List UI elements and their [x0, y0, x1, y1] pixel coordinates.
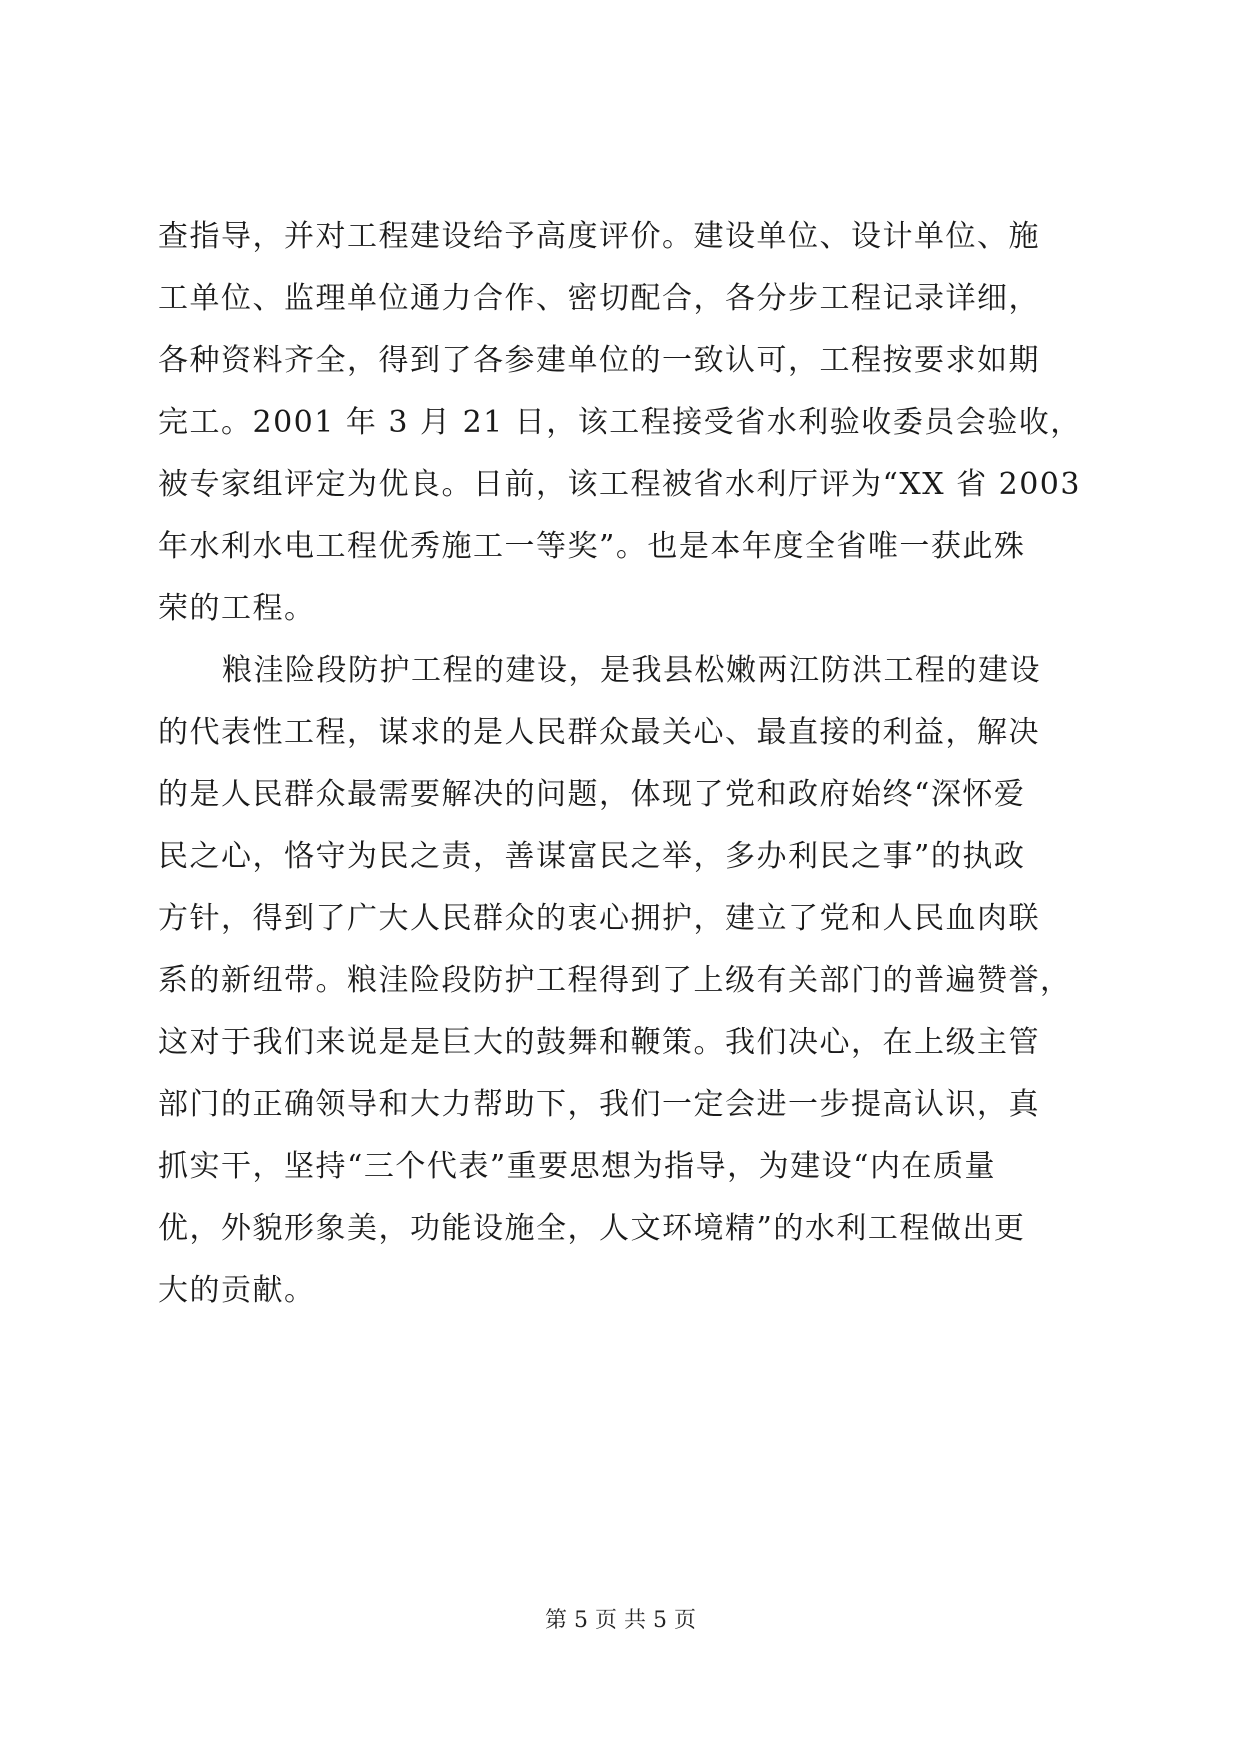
- text-line: 方针，得到了广大人民群众的衷心拥护，建立了党和人民血肉联: [158, 901, 1040, 936]
- text-line: 民之心，恪守为民之责，善谋富民之举，多办利民之事”的执政: [158, 839, 1026, 874]
- text-line: 的是人民群众最需要解决的问题，体现了党和政府始终“深怀爱: [158, 777, 1026, 812]
- text-line: 完工。2001 年 3 月 21 日，该工程接受省水利验收委员会验收，: [158, 405, 1082, 440]
- page-footer: [0, 1606, 1241, 1636]
- text-line: 各种资料齐全，得到了各参建单位的一致认可，工程按要求如期: [158, 343, 1040, 378]
- text-line: 被专家组评定为优良。日前，该工程被省水利厅评为“XX 省 2003: [158, 467, 1081, 502]
- text-line: 查指导，并对工程建设给予高度评价。建设单位、设计单位、施: [158, 219, 1040, 254]
- text-line: 这对于我们来说是是巨大的鼓舞和鞭策。我们决心，在上级主管: [158, 1025, 1040, 1060]
- text-line: 粮洼险段防护工程的建设，是我县松嫩两江防洪工程的建设: [222, 653, 1041, 688]
- paragraph-1: [158, 206, 1086, 640]
- text-line: 优，外貌形象美，功能设施全，人文环境精”的水利工程做出更: [158, 1211, 1026, 1246]
- paragraph-2: [158, 640, 1086, 1322]
- page-number-label: 第 5 页 共 5 页: [545, 1608, 696, 1633]
- body-text: [158, 206, 1086, 1322]
- text-line: 部门的正确领导和大力帮助下，我们一定会进一步提高认识，真: [158, 1087, 1040, 1122]
- text-line: 荣的工程。: [158, 591, 316, 626]
- text-line: 的代表性工程，谋求的是人民群众最关心、最直接的利益，解决: [158, 715, 1040, 750]
- text-line: 系的新纽带。粮洼险段防护工程得到了上级有关部门的普遍赞誉，: [158, 963, 1072, 998]
- text-line: 大的贡献。: [158, 1273, 316, 1308]
- text-line: 年水利水电工程优秀施工一等奖”。也是本年度全省唯一获此殊: [158, 529, 1026, 564]
- text-line: 抓实干，坚持“三个代表”重要思想为指导，为建设“内在质量: [158, 1149, 997, 1184]
- text-line: 工单位、监理单位通力合作、密切配合，各分步工程记录详细，: [158, 281, 1040, 316]
